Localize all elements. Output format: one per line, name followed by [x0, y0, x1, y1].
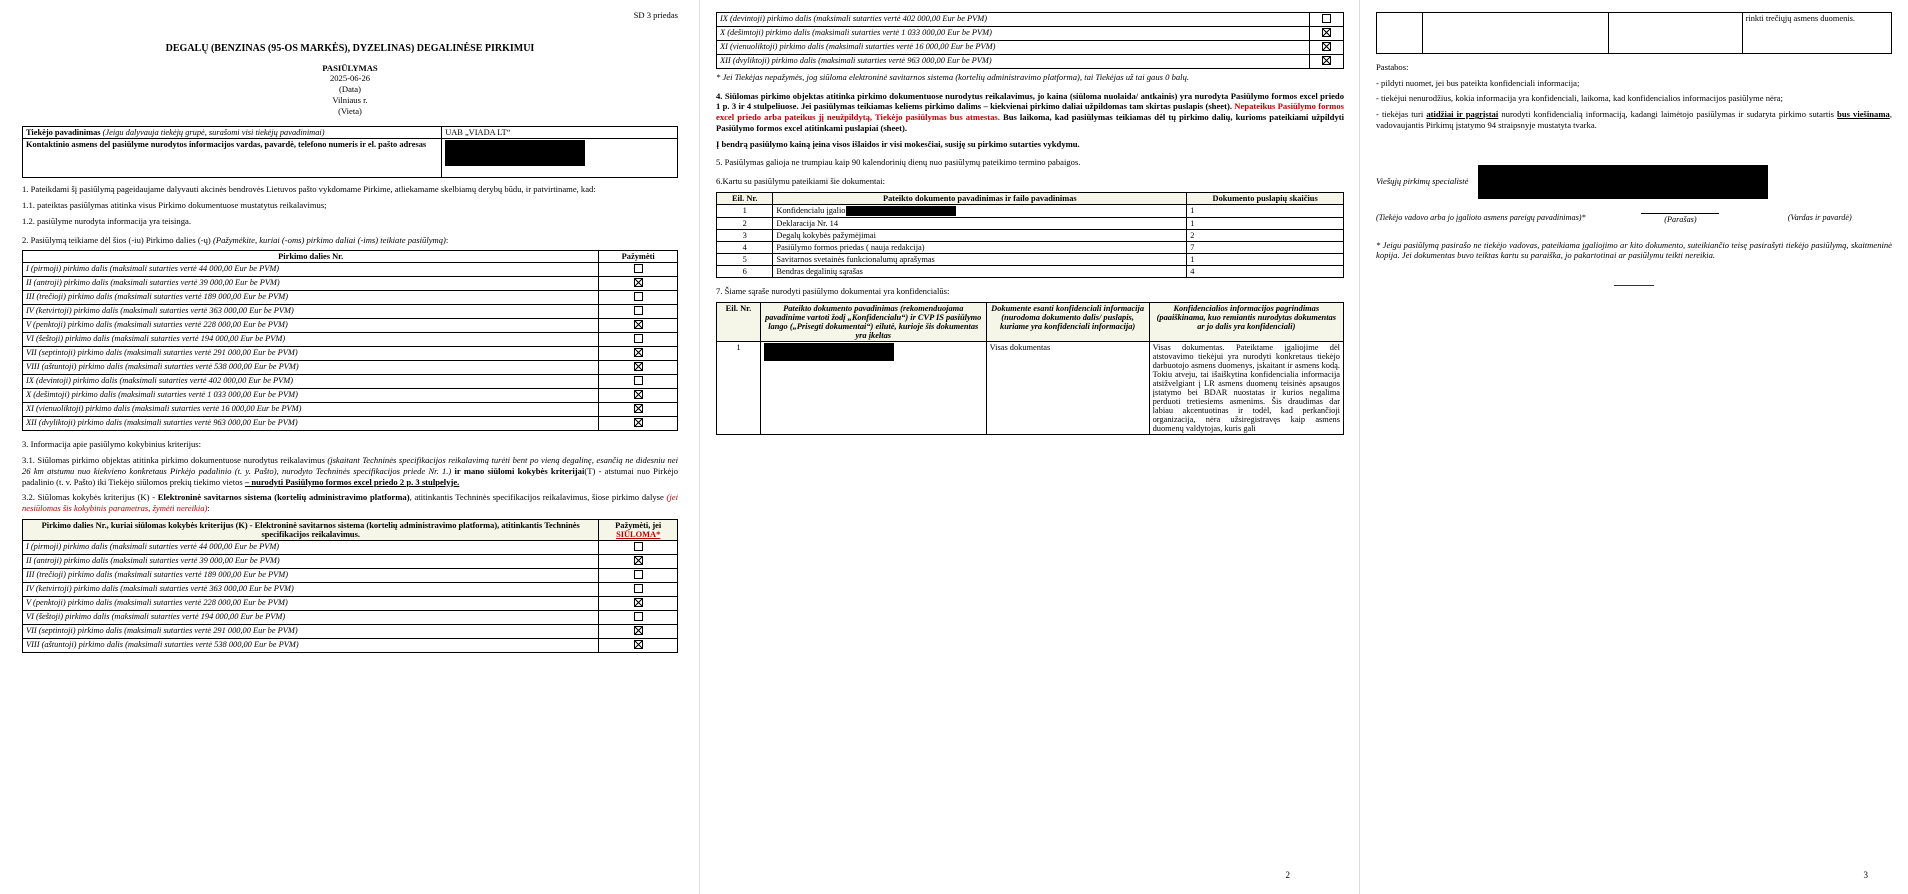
checkbox[interactable]	[634, 570, 643, 579]
part-checkbox-cell[interactable]	[599, 347, 678, 361]
table-row	[23, 347, 678, 361]
checkbox[interactable]	[634, 320, 643, 329]
page1-para-3-2: 3.2. Siūlomas kokybės kriterijus (K) - Elektroninė savitarnos sistema (kortelių administravimo platforma), atitinkantis Techninės specifikacijos reikalavimus, šiose pirkimo dalyse (jei nesiūlomas šis kokybinis parametras, žymėti nereikia):	[22, 492, 678, 514]
table-row	[23, 375, 678, 389]
part-checkbox-cell[interactable]	[599, 305, 678, 319]
part-checkbox-cell[interactable]	[1310, 55, 1344, 69]
table-header-row	[23, 251, 678, 263]
checkbox[interactable]	[1322, 28, 1331, 37]
table-row	[23, 403, 678, 417]
page3-footnote: * Jeigu pasiūlymą pasirašo ne tiekėjo vadovas, pateikiama įgaliojimo ar kito dokumento, suteikiančio teisę pasirašyti tiekėjo pasiūlymą, skaitmeninė kopija. Jei dokumentas buvo teiktas kartu su paraiška, jo pakartotinai ar pasiūlymu teikti nereikia.	[1376, 239, 1892, 261]
part-name: VI (šeštoji) pirkimo dalis (maksimali sutarties vertė 194 000,00 Eur be PVM)	[23, 610, 599, 624]
table-header-row	[717, 192, 1344, 204]
page1-title: DEGALŲ (BENZINAS (95-OS MARKĖS), DYZELINAS) DEGALINĖSE PIRKIMUI	[165, 42, 535, 54]
part-checkbox-cell[interactable]	[599, 554, 678, 568]
table-row	[717, 229, 1344, 241]
supplier-name-label: Tiekėjo pavadinimas (Jeigu dalyvauja tiekėjų grupė, surašomi visi tiekėjų pavadinimai)	[23, 127, 442, 139]
part-name: V (penktoji) pirkimo dalis (maksimali sutarties vertė 228 000,00 Eur be PVM)	[23, 596, 599, 610]
part-checkbox-cell[interactable]	[1310, 27, 1344, 41]
part-name: X (dešimtoji) pirkimo dalis (maksimali sutarties vertė 1 033 000,00 Eur be PVM)	[717, 27, 1310, 41]
col-doc-pages: Dokumento puslapių skaičius	[1187, 192, 1344, 204]
part-checkbox-cell[interactable]	[599, 624, 678, 638]
purchase-parts-continued-table	[716, 12, 1344, 69]
page2-para-4-bold: Į bendrą pasiūlymo kainą įeina visos išlaidos ir visi mokesčiai, susiję su pirkimo sutarties vykdymu.	[716, 138, 1080, 149]
col-quality-mark-b: SIŪLOMA*	[616, 529, 661, 539]
table-row	[23, 596, 678, 610]
part-checkbox-cell[interactable]	[599, 638, 678, 652]
doc-name: Bendras degalinių sąrašas	[773, 265, 1187, 277]
signature-name-label: (Vardas ir pavardė)	[1787, 212, 1852, 222]
table-row	[717, 253, 1344, 265]
doc-pages: 4	[1187, 265, 1344, 277]
p3-cell-nr	[1377, 13, 1423, 54]
document-page-3	[1360, 0, 1908, 894]
table-row	[717, 41, 1344, 55]
page1-para-1-2: 1.2. pasiūlyme nurodyta informacija yra teisinga.	[22, 215, 191, 226]
part-name: VI (šeštoji) pirkimo dalis (maksimali sutarties vertė 194 000,00 Eur be PVM)	[23, 333, 599, 347]
part-checkbox-cell[interactable]	[1310, 13, 1344, 27]
page2-para-5: 5. Pasiūlymas galioja ne trumpiau kaip 90 kalendorinių dienų nuo pasiūlymų pateikimo termino pabaigos.	[716, 157, 1081, 168]
table-header-row	[717, 302, 1344, 341]
conf-row-doc	[760, 341, 986, 434]
page1-para-2: 2. Pasiūlymą teikiame dėl šios (-iu) Pirkimo dalies (-ų) (Pažymėkite, kuriai (-oms) pirkimo daliai (-ims) teikiate pasiūlymą):	[22, 234, 449, 245]
page1-subtitle: PASIŪLYMAS	[322, 62, 378, 73]
table-row	[717, 27, 1344, 41]
specialist-value	[1478, 165, 1768, 199]
part-checkbox-cell[interactable]	[599, 389, 678, 403]
table-row	[23, 291, 678, 305]
divider-dash: _____	[1614, 271, 1654, 289]
p3-cell-doc	[1423, 13, 1608, 54]
checkbox[interactable]	[634, 390, 643, 399]
table-row	[23, 582, 678, 596]
col-conf-nr: Eil. Nr.	[717, 302, 761, 341]
page2-number: 2	[1285, 870, 1290, 880]
checkbox[interactable]	[634, 418, 643, 427]
doc-nr: 3	[717, 229, 773, 241]
doc-pages: 7	[1187, 241, 1344, 253]
part-name: X (dešimtoji) pirkimo dalis (maksimali sutarties vertė 1 033 000,00 Eur be PVM)	[23, 389, 599, 403]
part-name: VIII (aštuntoji) pirkimo dalis (maksimali sutarties vertė 538 000,00 Eur be PVM)	[23, 361, 599, 375]
doc-nr: 2	[717, 217, 773, 229]
table-row	[23, 305, 678, 319]
checkbox[interactable]	[1322, 56, 1331, 65]
part-checkbox-cell[interactable]	[599, 333, 678, 347]
part-checkbox-cell[interactable]	[599, 361, 678, 375]
col-conf-doc: Pateikto dokumento pavadinimas (rekomenduojama pavadinime vartoti žodį „Konfidencialu“) ir CVP IS pasiūlymo lango („Prisegti dokumentai“) eilutė, kurioje šis dokumentas yra įkeltas	[760, 302, 986, 341]
table-row	[23, 624, 678, 638]
doc-pages: 1	[1187, 204, 1344, 217]
notes-title: Pastabos:	[1376, 62, 1409, 72]
part-checkbox-cell[interactable]	[599, 319, 678, 333]
checkbox[interactable]	[1322, 42, 1331, 51]
checkbox[interactable]	[634, 334, 643, 343]
checkbox[interactable]	[634, 542, 643, 551]
part-checkbox-cell[interactable]	[599, 568, 678, 582]
signature-label: (Parašas)	[1613, 213, 1747, 224]
part-name: VIII (aštuntoji) pirkimo dalis (maksimali sutarties vertė 538 000,00 Eur be PVM)	[23, 638, 599, 652]
supplier-table	[22, 126, 678, 178]
col-quality-mark	[599, 519, 678, 540]
checkbox[interactable]	[634, 598, 643, 607]
p3-cell-part	[1608, 13, 1742, 54]
quality-criteria-table	[22, 519, 678, 653]
part-name: IX (devintoji) pirkimo dalis (maksimali sutarties vertė 402 000,00 Eur be PVM)	[23, 375, 599, 389]
part-name: III (trečioji) pirkimo dalis (maksimali sutarties vertė 189 000,00 Eur be PVM)	[23, 291, 599, 305]
col-quality-part: Pirkimo dalies Nr., kuriai siūlomas kokybės kriterijus (K) - Elektroninė savitarnos sistema (kortelių administravimo platforma), atitinkantis Techninės specifikacijos reikalavimus.	[23, 519, 599, 540]
table-row	[1377, 13, 1892, 54]
table-row	[23, 417, 678, 431]
page2-para-4	[716, 91, 1344, 134]
table-row	[717, 341, 1344, 434]
page3-top-table	[1376, 12, 1892, 54]
page3-number: 3	[1863, 870, 1868, 880]
table-row	[23, 361, 678, 375]
page2-para-4-b: Bus laikoma, kad pasiūlymas teikiamas dėl tų pirkimo dalių, kurioms pateikiami užpildyti Pasiūlymo formos excel atitinkami puslapiai (sheet).	[716, 112, 1345, 133]
part-name: V (penktoji) pirkimo dalis (maksimali sutarties vertė 228 000,00 Eur be PVM)	[23, 319, 599, 333]
part-checkbox-cell[interactable]	[599, 263, 678, 277]
doc-name: Konfidencialu įgalio	[773, 204, 1187, 217]
doc-nr: 4	[717, 241, 773, 253]
table-row	[23, 540, 678, 554]
col-mark: Pažymėti	[599, 251, 678, 263]
part-checkbox-cell[interactable]	[599, 610, 678, 624]
signature-role-label: (Tiekėjo vadovo arba jo įgalioto asmens pareigų pavadinimas)*	[1376, 212, 1586, 222]
p3-cell-reason: rinkti trečiųjų asmens duomenis.	[1742, 13, 1891, 54]
table-row	[23, 610, 678, 624]
table-row	[717, 204, 1344, 217]
col-doc-name: Pateikto dokumento pavadinimas ir failo pavadinimas	[773, 192, 1187, 204]
checkbox[interactable]	[634, 626, 643, 635]
part-checkbox-cell[interactable]	[599, 375, 678, 389]
conf-row-reason: Visas dokumentas. Pateiktame įgaliojime dėl atstovavimo tiekėjui yra nurodyti konkretaus tiekėjo darbuotojo asmens duomenys, įskaitant ir asmens kodą. Tokiu atveju, tai išaiškytina konfidencialia informacija atsižvelgiant į LR asmens duomenų teisinės apsaugos įstatymo bei BDAR nuostatas ir kurios negalima perduoti tretiesiems asmenims. Šis draudimas dar labiau akcentuotinas ir todėl, kad perkančioji organizacija, nėra užsiregistravęs kaip asmens duomenų valdytojas, kuris gali	[1149, 341, 1343, 434]
col-part-nr: Pirkimo dalies Nr.	[23, 251, 599, 263]
checkbox[interactable]	[634, 292, 643, 301]
page2-footnote: * Jei Tiekėjas nepažymės, jog siūloma elektroninė savitarnos sistema (kortelių administravimo platforma), tai Tiekėjas už tai gaus 0 balų.	[716, 72, 1190, 82]
part-checkbox-cell[interactable]	[1310, 41, 1344, 55]
part-name: II (antroji) pirkimo dalis (maksimali sutarties vertė 39 000,00 Eur be PVM)	[23, 277, 599, 291]
col-quality-mark-a: Pažymėti, jei	[615, 520, 662, 530]
supplier-name-value: UAB „VIADA LT“	[442, 127, 678, 139]
page1-date: 2025-06-26	[329, 73, 371, 84]
part-checkbox-cell[interactable]	[599, 291, 678, 305]
col-conf-part: Dokumente esanti konfidenciali informacija (nurodoma dokumento dalis/ puslapis, kuriame yra konfidenciali informacija)	[986, 302, 1149, 341]
part-name: VII (septintoji) pirkimo dalis (maksimali sutarties vertė 291 000,00 Eur be PVM)	[23, 624, 599, 638]
part-name: VII (septintoji) pirkimo dalis (maksimali sutarties vertė 291 000,00 Eur be PVM)	[23, 347, 599, 361]
document-page-2	[700, 0, 1360, 894]
page1-header-right: SD 3 priedas	[633, 10, 678, 20]
part-name: XII (dvyliktoji) pirkimo dalis (maksimali sutarties vertė 963 000,00 Eur be PVM)	[717, 55, 1310, 69]
part-name: IV (ketvirtoji) pirkimo dalis (maksimali sutarties vertė 363 000,00 Eur be PVM)	[23, 582, 599, 596]
part-checkbox-cell[interactable]	[599, 417, 678, 431]
table-row	[717, 241, 1344, 253]
table-row	[717, 217, 1344, 229]
checkbox[interactable]	[634, 348, 643, 357]
checkbox[interactable]	[634, 584, 643, 593]
table-row	[23, 554, 678, 568]
note-1: - pildyti nuomet, jei bus pateikta konfidenciali informacija;	[1376, 77, 1580, 88]
table-row	[717, 265, 1344, 277]
part-name: XI (vienuoliktoji) pirkimo dalis (maksimali sutarties vertė 16 000,00 Eur be PVM)	[23, 403, 599, 417]
table-row	[23, 568, 678, 582]
table-row	[23, 638, 678, 652]
page1-place: Vilniaus r.	[332, 94, 368, 105]
contact-person-label: Kontaktinio asmens del pasiūlyme nurodytos informacijos vardas, pavardė, telefono numeris ir el. pašto adresas	[23, 139, 442, 178]
part-name: I (pirmoji) pirkimo dalis (maksimali sutarties vertė 44 000,00 Eur be PVM)	[23, 540, 599, 554]
part-checkbox-cell[interactable]	[599, 596, 678, 610]
doc-pages: 1	[1187, 253, 1344, 265]
page2-para-6: 6.Kartu su pasiūlymu pateikiami šie dokumentai:	[716, 176, 885, 187]
checkbox[interactable]	[634, 376, 643, 385]
part-checkbox-cell[interactable]	[599, 540, 678, 554]
page2-para-7: 7. Šiame sąraše nurodyti pasiūlymo dokumentai yra konfidencialūs:	[716, 285, 950, 296]
purchase-parts-table	[22, 250, 678, 431]
contact-person-value	[442, 139, 678, 178]
doc-nr: 5	[717, 253, 773, 265]
checkbox[interactable]	[1322, 14, 1331, 23]
part-name: II (antroji) pirkimo dalis (maksimali sutarties vertė 39 000,00 Eur be PVM)	[23, 554, 599, 568]
doc-name: Savitarnos svetainės funkcionalumų aprašymas	[773, 253, 1187, 265]
checkbox[interactable]	[634, 306, 643, 315]
note-2: - tiekėjui nenurodžius, kokia informacija yra konfidenciali, laikoma, kad konfidencialios informacijos pasiūlyme nėra;	[1376, 93, 1783, 104]
checkbox[interactable]	[634, 640, 643, 649]
table-row	[717, 13, 1344, 27]
part-name: XI (vienuoliktoji) pirkimo dalis (maksimali sutarties vertė 16 000,00 Eur be PVM)	[717, 41, 1310, 55]
confidential-docs-table	[716, 302, 1344, 435]
table-row	[717, 55, 1344, 69]
documents-table	[716, 192, 1344, 278]
conf-row-part: Visas dokumentas	[986, 341, 1149, 434]
table-header-row	[23, 519, 678, 540]
checkbox[interactable]	[634, 278, 643, 287]
col-doc-nr: Eil. Nr.	[717, 192, 773, 204]
checkbox[interactable]	[634, 404, 643, 413]
page1-place-note: (Vieta)	[338, 105, 362, 116]
checkbox[interactable]	[634, 362, 643, 371]
part-checkbox-cell[interactable]	[599, 277, 678, 291]
doc-pages: 1	[1187, 217, 1344, 229]
conf-row-nr: 1	[717, 341, 761, 434]
page1-para-3-1: 3.1. Siūlomas pirkimo objektas atitinka pirkimo dokumentuose nurodytus reikalavimus (įskaitant Techninės specifikacijos reikalavimą turėti bent po vieną degalinę, esančią ne didesniu nei 26 km atstumu nuo kiekvieno konkretaus Pirkėjo padalinio (t. y. Pašto), nurodyto Techninės specifikacijos priede Nr. 1.) ir mano siūlomi kokybės kriterijai(T) - atstumai nuo Pirkėjo padalinio (t. v. Pašto) iki Tiekėjo siūlomos prekių tiekimo vietos – nurodyti Pasiūlymo formos excel priedo 2 p. 3 stulpelyje.	[22, 455, 678, 487]
page1-para-1: 1. Pateikdami šį pasiūlymą pageidaujame dalyvauti akcinės bendrovės Lietuvos pašto vykdomame Pirkime, atliekamame skelbiamų derybų būdu, ir patvirtiname, kad:	[22, 184, 596, 195]
doc-nr: 6	[717, 265, 773, 277]
part-name: IX (devintoji) pirkimo dalis (maksimali sutarties vertė 402 000,00 Eur be PVM)	[717, 13, 1310, 27]
part-name: III (trečioji) pirkimo dalis (maksimali sutarties vertė 189 000,00 Eur be PVM)	[23, 568, 599, 582]
col-conf-reason: Konfidencialios informacijos pagrindimas (paaiškinama, kuo remiantis nurodytas dokumentas ar jo dalis yra konfidenciali)	[1149, 302, 1343, 341]
table-row	[23, 389, 678, 403]
table-row	[23, 139, 678, 178]
table-row	[23, 263, 678, 277]
page1-date-note: (Data)	[339, 84, 361, 95]
document-page-1	[0, 0, 700, 894]
checkbox[interactable]	[634, 556, 643, 565]
page1-para-3: 3. Informacija apie pasiūlymo kokybinius kriterijus:	[22, 439, 202, 450]
part-checkbox-cell[interactable]	[599, 403, 678, 417]
part-name: IV (ketvirtoji) pirkimo dalis (maksimali sutarties vertė 363 000,00 Eur be PVM)	[23, 305, 599, 319]
note-3: - tiekėjas turi atidžiai ir pagrįstai nurodyti konfidencialią informaciją, kadangi laimėtojo pasiūlymas ir sudaryta pirkimo sutartis bus viešinama, vadovaujantis Pirkimų įstatymo 94 straipsnyje mustatyta tvarka.	[1376, 109, 1892, 130]
page2-para-4-a: 4. Siūlomas pirkimo objektas atitinka pirkimo dokumentuose nurodytus reikalavimus, jo kaina (siūloma nuolaida/ antkainis) yra nurodyta Pasiūlymo formos excel priedo 1 p. 3 ir 4 stulpeliuose. Jei pasiūlymas teikiamas keliems pirkimo dalims – kiekvienai pirkimo daliai užpildomas tam skirtas puslapis (sheet).	[716, 90, 1344, 112]
part-name: XII (dvyliktoji) pirkimo dalis (maksimali sutarties vertė 963 000,00 Eur be PVM)	[23, 417, 599, 431]
page1-para-1-1: 1.1. pateiktas pasiūlymas atitinka visus Pirkimo dokumentuose mustatytus reikalavimus;	[22, 200, 327, 211]
doc-name: Deklaracija Nr. 14	[773, 217, 1187, 229]
table-row	[23, 127, 678, 139]
table-row	[23, 277, 678, 291]
specialist-label: Viešųjų pirkimų specialistė	[1376, 176, 1469, 187]
checkbox[interactable]	[634, 264, 643, 273]
doc-pages: 2	[1187, 229, 1344, 241]
doc-name: Degalų kokybės pažymėjimai	[773, 229, 1187, 241]
table-row	[23, 333, 678, 347]
page2-para-4-red: Nepateikus Pasiūlymo formos excel priedo arba pateikus jį neužpildytą, Tiekėjo pasiūlymas bus atmestas.	[716, 101, 1344, 123]
part-name: I (pirmoji) pirkimo dalis (maksimali sutarties vertė 44 000,00 Eur be PVM)	[23, 263, 599, 277]
doc-nr: 1	[717, 204, 773, 217]
doc-name: Pasiūlymo formos priedas ( nauja redakcija)	[773, 241, 1187, 253]
checkbox[interactable]	[634, 612, 643, 621]
table-row	[23, 319, 678, 333]
part-checkbox-cell[interactable]	[599, 582, 678, 596]
